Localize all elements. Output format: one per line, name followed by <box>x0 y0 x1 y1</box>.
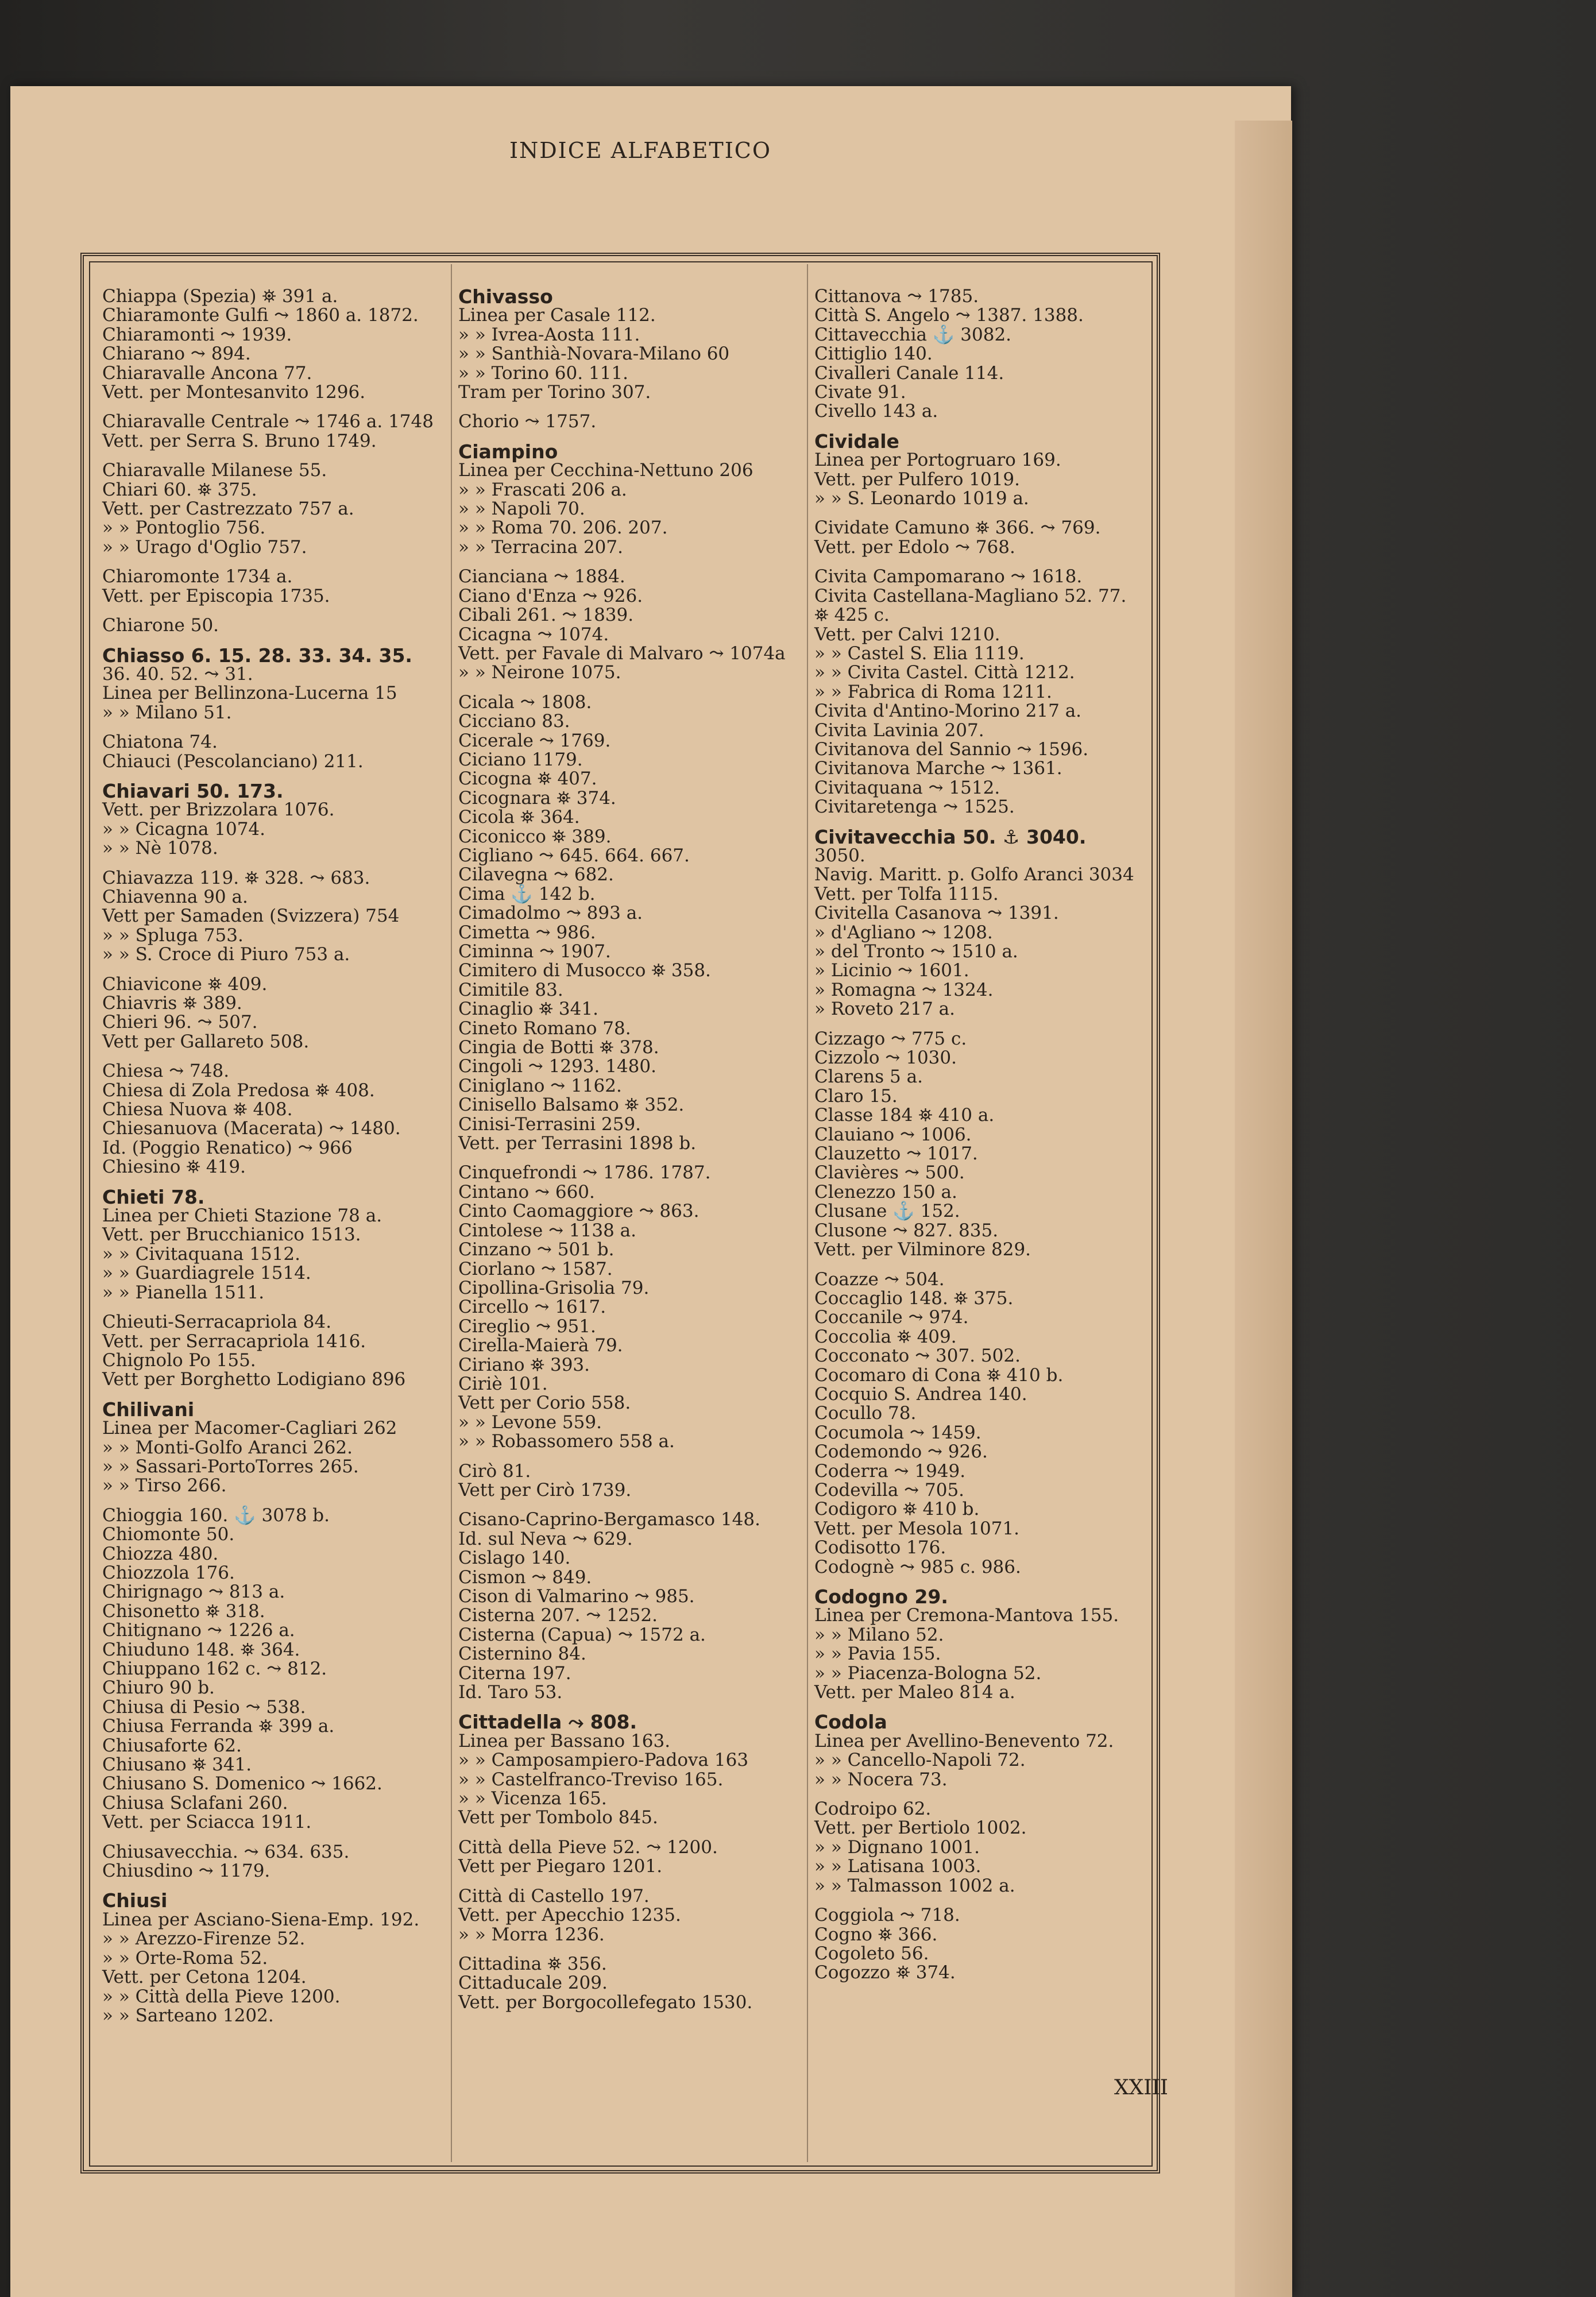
index-entry: » » Neirone 1075. <box>458 662 621 683</box>
index-entry: Cisternino 84. <box>458 1644 586 1665</box>
index-entry: Codola <box>814 1711 887 1734</box>
index-entry: Coccanile ⤳ 974. <box>814 1307 969 1328</box>
index-entry: Cinisi-Terrasini 259. <box>458 1113 642 1135</box>
index-entry: » » Monti-Golfo Aranci 262. <box>102 1437 353 1458</box>
index-entry: Città della Pieve 52. ⤳ 1200. <box>458 1836 718 1858</box>
index-entry: » Romagna ⤳ 1324. <box>814 979 994 1000</box>
index-entry: Chiavazza 119. ⛯ 328. ⤳ 683. <box>102 867 370 888</box>
index-entry: Cibali 261. ⤳ 1839. <box>458 605 634 626</box>
index-entry: Cirò 81. <box>458 1460 531 1482</box>
index-entry: Chiomonte 50. <box>102 1524 235 1545</box>
index-entry: Vett. per Favale di Malvaro ⤳ 1074a <box>458 643 786 664</box>
index-entry: » » Civita Castel. Città 1212. <box>814 662 1075 683</box>
index-entry: Civita Castellana-Magliano 52. 77. <box>814 585 1127 606</box>
index-entry: Vett. per Vilminore 829. <box>814 1239 1031 1260</box>
index-entry: Codemondo ⤳ 926. <box>814 1441 988 1463</box>
index-entry: Chiatona 74. <box>102 732 218 753</box>
index-entry: » » Morra 1236. <box>458 1924 605 1945</box>
index-entry: Cipollina-Grisolia 79. <box>458 1277 650 1298</box>
index-entry: » d'Agliano ⤳ 1208. <box>814 922 993 943</box>
index-entry: Chiusa Sclafani 260. <box>102 1792 288 1813</box>
index-entry: » » S. Croce di Piuro 753 a. <box>102 944 350 965</box>
index-entry: Ciorlano ⤳ 1587. <box>458 1258 613 1279</box>
index-entry: Vett. per Maleo 814 a. <box>814 1682 1015 1703</box>
index-entry: Ciano d'Enza ⤳ 926. <box>458 585 643 606</box>
index-entry: Chiesino ⛯ 419. <box>102 1157 246 1178</box>
index-entry: Civitanova del Sannio ⤳ 1596. <box>814 738 1089 760</box>
index-entry: Chiesanuova (Macerata) ⤳ 1480. <box>102 1118 401 1139</box>
index-entry: Cinzano ⤳ 501 b. <box>458 1239 615 1260</box>
index-entry: Linea per Chieti Stazione 78 a. <box>102 1205 382 1227</box>
index-entry: Chiaromonte 1734 a. <box>102 566 293 587</box>
index-entry: Chiesa ⤳ 748. <box>102 1061 230 1082</box>
index-entry: Chiusa Ferranda ⛯ 399 a. <box>102 1716 335 1737</box>
index-entry: Cinaglio ⛯ 341. <box>458 999 598 1020</box>
index-entry: Cocconato ⤳ 307. 502. <box>814 1345 1021 1367</box>
index-entry: Civitaquana ⤳ 1512. <box>814 777 1000 798</box>
index-entry: Cima ⚓ 142 b. <box>458 883 596 904</box>
index-entry: Coccolia ⛯ 409. <box>814 1326 957 1347</box>
index-entry: » del Tronto ⤳ 1510 a. <box>814 941 1018 962</box>
index-entry: » » Sarteano 1202. <box>102 2005 274 2026</box>
index-entry: » » Cancello-Napoli 72. <box>814 1750 1026 1771</box>
index-entry: Linea per Asciano-Siena-Emp. 192. <box>102 1909 420 1930</box>
index-entry: Cicerale ⤳ 1769. <box>458 730 611 751</box>
index-entry: Linea per Portogruaro 169. <box>814 450 1061 471</box>
index-entry: Cimitero di Musocco ⛯ 358. <box>458 960 711 981</box>
index-entry: Cittiglio 140. <box>814 343 933 365</box>
index-entry: Citerna 197. <box>458 1662 571 1684</box>
index-entry: Cicola ⛯ 364. <box>458 807 580 828</box>
index-entry: Ciriè 101. <box>458 1373 548 1394</box>
index-entry: Ciciano 1179. <box>458 749 583 770</box>
index-entry: Vett. per Terrasini 1898 b. <box>458 1133 697 1154</box>
index-entry: Cinto Caomaggiore ⤳ 863. <box>458 1201 700 1222</box>
index-entry: Cicciano 83. <box>458 711 570 732</box>
index-entry: » » Torino 60. 111. <box>458 362 628 384</box>
index-entry: Linea per Casale 112. <box>458 305 656 326</box>
index-entry: » » Fabrica di Roma 1211. <box>814 681 1052 702</box>
index-entry: Chioggia 160. ⚓ 3078 b. <box>102 1505 330 1526</box>
index-column-3 <box>814 287 1153 1983</box>
index-entry: 3050. <box>814 845 865 866</box>
index-entry: » Licinio ⤳ 1601. <box>814 960 969 981</box>
index-entry: Vett. per Apecchio 1235. <box>458 1905 681 1926</box>
index-entry: Vett. per Edolo ⤳ 768. <box>814 536 1015 558</box>
index-entry: Chiusdino ⤳ 1179. <box>102 1861 270 1882</box>
index-entry: Cimetta ⤳ 986. <box>458 922 596 943</box>
index-entry: Cisterna (Capua) ⤳ 1572 a. <box>458 1624 706 1645</box>
index-entry: Cittanova ⤳ 1785. <box>814 286 979 307</box>
index-entry: » » Ivrea-Aosta 111. <box>458 324 640 345</box>
entry-gap <box>102 1832 447 1843</box>
column-divider <box>807 264 808 2162</box>
index-entry: Coderra ⤳ 1949. <box>814 1460 966 1482</box>
index-entry: Cittavecchia ⚓ 3082. <box>814 324 1012 345</box>
index-entry: Cicagna ⤳ 1074. <box>458 624 609 645</box>
index-entry: Chilivani <box>102 1398 195 1421</box>
index-entry: Vett per Corio 558. <box>458 1393 631 1414</box>
index-entry: » » Roma 70. 206. 207. <box>458 517 668 539</box>
index-entry: Clusone ⤳ 827. 835. <box>814 1220 999 1241</box>
index-entry: Città di Castello 197. <box>458 1885 650 1907</box>
index-entry: Cicala ⤳ 1808. <box>458 691 592 713</box>
index-entry: 36. 40. 52. ⤳ 31. <box>102 663 253 685</box>
index-entry: Chiaravalle Milanese 55. <box>102 460 327 481</box>
index-entry: Codigoro ⛯ 410 b. <box>814 1499 980 1520</box>
index-entry: » » Levone 559. <box>458 1412 602 1433</box>
index-entry: Chiavicone ⛯ 409. <box>102 973 268 995</box>
index-entry: Chiusano ⛯ 341. <box>102 1754 252 1776</box>
index-entry: Chiusavecchia. ⤳ 634. 635. <box>102 1841 350 1862</box>
index-entry: Vett. per Brizzolara 1076. <box>102 799 335 821</box>
index-entry: Vett. per Episcopia 1735. <box>102 585 330 606</box>
index-entry: » » Santhià-Novara-Milano 60 <box>458 343 730 365</box>
index-entry: » » Spluga 753. <box>102 925 244 946</box>
index-entry: Chivasso <box>458 285 553 308</box>
index-entry: » » Robassomero 558 a. <box>458 1431 675 1452</box>
index-entry: Tram per Torino 307. <box>458 382 651 403</box>
index-entry: Codisotto 176. <box>814 1537 946 1559</box>
index-entry: Cogno ⛯ 366. <box>814 1924 938 1945</box>
index-entry: Civitanova Marche ⤳ 1361. <box>814 758 1062 779</box>
index-entry: Cividale <box>814 430 899 453</box>
index-entry: Clenezzo 150 a. <box>814 1181 957 1202</box>
index-entry: Chieri 96. ⤳ 507. <box>102 1012 258 1033</box>
index-entry: Cittadella ⤳ 808. <box>458 1711 637 1734</box>
index-entry: Cogoleto 56. <box>814 1943 929 1964</box>
index-entry: Cineto Romano 78. <box>458 1018 631 1039</box>
index-entry: Civalleri Canale 114. <box>814 362 1004 384</box>
index-entry: Cintolese ⤳ 1138 a. <box>458 1220 636 1241</box>
index-entry: Chiusano S. Domenico ⤳ 1662. <box>102 1773 382 1795</box>
index-entry: » » Piacenza-Bologna 52. <box>814 1662 1042 1684</box>
index-entry: Civitavecchia 50. ⚓ 3040. <box>814 825 1087 848</box>
index-entry: Chiavris ⛯ 389. <box>102 993 242 1014</box>
index-entry: Chirignago ⤳ 813 a. <box>102 1581 285 1603</box>
index-entry: Chiaravalle Centrale ⤳ 1746 a. 1748 <box>102 411 434 432</box>
index-entry: Linea per Bassano 163. <box>458 1730 671 1751</box>
index-entry: » » Dignano 1001. <box>814 1836 980 1858</box>
page-edge <box>1235 121 1292 2297</box>
index-entry: Chisonetto ⛯ 318. <box>102 1600 265 1622</box>
index-entry: Coazze ⤳ 504. <box>814 1269 945 1290</box>
index-entry: » » Castelfranco-Treviso 165. <box>458 1769 724 1790</box>
index-entry: Cittaducale 209. <box>458 1973 608 1994</box>
entry-gap <box>102 859 447 869</box>
entry-gap <box>814 1260 1153 1270</box>
index-entry: Linea per Bellinzona-Lucerna 15 <box>102 683 397 704</box>
index-entry: Chiavenna 90 a. <box>102 886 248 907</box>
index-entry: Vett. per Sciacca 1911. <box>102 1812 312 1833</box>
index-entry: Codevilla ⤳ 705. <box>814 1479 965 1501</box>
index-entry: » » Milano 51. <box>102 702 232 723</box>
index-entry: Chieti 78. <box>102 1185 205 1208</box>
index-entry: Chiuduno 148. ⛯ 364. <box>102 1639 300 1660</box>
index-entry: Civita Lavinia 207. <box>814 720 984 741</box>
index-entry: Classe 184 ⛯ 410 a. <box>814 1105 995 1126</box>
index-entry: Vett. per Bertiolo 1002. <box>814 1818 1027 1839</box>
index-entry: Vett. per Castrezzato 757 a. <box>102 498 354 520</box>
index-entry: Cocquio S. Andrea 140. <box>814 1383 1027 1405</box>
index-entry: Chieuti-Serracapriola 84. <box>102 1312 332 1333</box>
index-entry: » » Città della Pieve 1200. <box>102 1986 341 2007</box>
index-entry: » » Napoli 70. <box>458 498 585 520</box>
index-entry: Cislago 140. <box>458 1548 571 1569</box>
index-entry: Cismon ⤳ 849. <box>458 1567 592 1588</box>
index-entry: Clusane ⚓ 152. <box>814 1201 960 1222</box>
page-number: XXIII <box>1114 2076 1168 2099</box>
index-entry: Linea per Macomer-Cagliari 262 <box>102 1418 397 1439</box>
entry-gap <box>814 1019 1153 1030</box>
index-entry: Chiarano ⤳ 894. <box>102 343 251 365</box>
index-entry: Cinisello Balsamo ⛯ 352. <box>458 1095 685 1116</box>
index-entry: Cizzolo ⤳ 1030. <box>814 1047 957 1069</box>
index-entry: Chiusa di Pesio ⤳ 538. <box>102 1696 306 1718</box>
index-entry: Chiavari 50. 173. <box>102 779 284 802</box>
index-entry: Codogno 29. <box>814 1586 948 1608</box>
index-entry: Cireglio ⤳ 951. <box>458 1316 596 1337</box>
index-column-2 <box>458 287 797 2012</box>
index-entry: Chiusi <box>102 1889 168 1912</box>
index-entry: Chiusaforte 62. <box>102 1735 242 1756</box>
index-entry: Vett per Borghetto Lodigiano 896 <box>102 1369 406 1390</box>
index-entry: Vett. per Montesanvito 1296. <box>102 382 366 403</box>
index-entry: Clarens 5 a. <box>814 1066 923 1088</box>
index-entry: Civita d'Antino-Morino 217 a. <box>814 701 1082 722</box>
index-entry: Cisano-Caprino-Bergamasco 148. <box>458 1509 760 1530</box>
index-entry: Ciminna ⤳ 1907. <box>458 941 611 962</box>
index-entry: Ciampino <box>458 440 558 463</box>
index-entry: Cisterna 207. ⤳ 1252. <box>458 1605 658 1626</box>
index-entry: Vett. per Borgocollefegato 1530. <box>458 1991 753 2013</box>
index-entry: Cicognara ⛯ 374. <box>458 787 616 809</box>
index-entry: Cocullo 78. <box>814 1403 917 1424</box>
index-entry: Chiappa (Spezia) ⛯ 391 a. <box>102 286 338 307</box>
index-entry: Codroipo 62. <box>814 1799 932 1820</box>
index-entry: » » Camposampiero-Padova 163 <box>458 1750 749 1771</box>
index-entry: » » S. Leonardo 1019 a. <box>814 488 1029 509</box>
index-entry: Cocomaro di Cona ⛯ 410 b. <box>814 1364 1064 1386</box>
index-entry: Chorio ⤳ 1757. <box>458 411 597 432</box>
index-entry: » » Tirso 266. <box>102 1475 227 1496</box>
index-entry: Cividate Camuno ⛯ 366. ⤳ 769. <box>814 517 1101 539</box>
index-entry: » » Civitaquana 1512. <box>102 1243 300 1264</box>
index-entry: » » Milano 52. <box>814 1624 944 1645</box>
index-entry: » » Arezzo-Firenze 52. <box>102 1928 306 1950</box>
index-entry: Civitaretenga ⤳ 1525. <box>814 796 1015 818</box>
entry-gap <box>458 1877 797 1887</box>
index-entry: Chiaramonte Gulfi ⤳ 1860 a. 1872. <box>102 305 419 326</box>
index-entry: Ciniglano ⤳ 1162. <box>458 1075 622 1096</box>
index-entry: Clavières ⤳ 500. <box>814 1162 965 1184</box>
index-entry: Clauiano ⤳ 1006. <box>814 1124 972 1145</box>
index-entry: » » Cicagna 1074. <box>102 818 266 840</box>
index-entry: » » Pianella 1511. <box>102 1282 265 1303</box>
page-header: INDICE ALFABETICO <box>509 138 772 163</box>
index-entry: Vett. per Serracapriola 1416. <box>102 1331 366 1352</box>
index-entry: Cison di Valmarino ⤳ 985. <box>458 1586 695 1607</box>
index-entry: » » Urago d'Oglio 757. <box>102 536 307 558</box>
index-entry: Cigliano ⤳ 645. 664. 667. <box>458 845 690 866</box>
index-entry: Vett. per Cetona 1204. <box>102 1967 307 1988</box>
index-entry: Cinquefrondi ⤳ 1786. 1787. <box>458 1162 711 1184</box>
index-entry: » » Terracina 207. <box>458 536 623 558</box>
index-entry: » » Nocera 73. <box>814 1769 948 1790</box>
index-entry: Linea per Cremona-Mantova 155. <box>814 1605 1119 1626</box>
entry-gap <box>102 965 447 975</box>
index-entry: Chiozza 480. <box>102 1543 219 1564</box>
index-entry: Vett. per Calvi 1210. <box>814 624 1000 645</box>
index-entry: » » Castel S. Elia 1119. <box>814 643 1025 664</box>
index-entry: Cizzago ⤳ 775 c. <box>814 1028 967 1049</box>
index-entry: » » Vicenza 165. <box>458 1788 607 1809</box>
index-entry: Vett per Gallareto 508. <box>102 1031 310 1052</box>
index-entry: Cianciana ⤳ 1884. <box>458 566 625 587</box>
index-entry: Navig. Maritt. p. Golfo Aranci 3034 <box>814 864 1134 885</box>
index-entry: » » Nè 1078. <box>102 838 218 859</box>
index-entry: Linea per Cecchina-Nettuno 206 <box>458 460 753 481</box>
index-entry: » » Pavia 155. <box>814 1644 941 1665</box>
index-entry: Id. Taro 53. <box>458 1682 563 1703</box>
index-entry: Circello ⤳ 1617. <box>458 1297 606 1318</box>
index-entry: Cingoli ⤳ 1293. 1480. <box>458 1056 656 1077</box>
entry-gap <box>458 1452 797 1462</box>
index-entry: Clauzetto ⤳ 1017. <box>814 1143 978 1165</box>
index-entry: » » Guardiagrele 1514. <box>102 1263 311 1284</box>
index-entry: » » Pontoglio 756. <box>102 517 266 539</box>
index-entry: Coccaglio 148. ⛯ 375. <box>814 1287 1014 1309</box>
index-entry: Ciriano ⛯ 393. <box>458 1354 590 1375</box>
index-entry: Coggiola ⤳ 718. <box>814 1905 960 1926</box>
index-entry: Ciconicco ⛯ 389. <box>458 826 612 847</box>
index-entry: Chignolo Po 155. <box>102 1349 256 1371</box>
index-entry: Chiauci (Pescolanciano) 211. <box>102 751 364 772</box>
index-entry: Chiesa Nuova ⛯ 408. <box>102 1099 293 1120</box>
index-entry: Cintano ⤳ 660. <box>458 1181 595 1202</box>
index-entry: Cocumola ⤳ 1459. <box>814 1422 981 1443</box>
index-entry: Vett per Samaden (Svizzera) 754 <box>102 906 400 927</box>
index-entry: Chiasso 6. 15. 28. 33. 34. 35. <box>102 644 412 667</box>
index-entry: Codognè ⤳ 985 c. 986. <box>814 1556 1021 1577</box>
index-entry: Vett per Piegaro 1201. <box>458 1856 663 1877</box>
index-entry: ⛯ 425 c. <box>814 605 890 626</box>
index-entry: Chiari 60. ⛯ 375. <box>102 479 257 500</box>
index-entry: Cingia de Botti ⛯ 378. <box>458 1037 659 1058</box>
index-entry: Id. (Poggio Renatico) ⤳ 966 <box>102 1137 353 1158</box>
index-entry: Linea per Avellino-Benevento 72. <box>814 1730 1114 1751</box>
index-entry: Vett. per Serra S. Bruno 1749. <box>102 430 377 451</box>
index-entry: Cicogna ⛯ 407. <box>458 768 597 790</box>
index-entry: Chiarone 50. <box>102 615 219 636</box>
index-entry: Vett. per Pulfero 1019. <box>814 469 1021 490</box>
index-entry: Civate 91. <box>814 382 906 403</box>
index-entry: Civita Campomarano ⤳ 1618. <box>814 566 1083 587</box>
index-entry: Vett. per Mesola 1071. <box>814 1518 1020 1539</box>
index-entry: » » Sassari-PortoTorres 265. <box>102 1456 359 1477</box>
index-entry: Cilavegna ⤳ 682. <box>458 864 614 885</box>
index-entry: Cittadina ⛯ 356. <box>458 1953 607 1974</box>
index-entry: Chiaramonti ⤳ 1939. <box>102 324 292 345</box>
index-entry: Vett per Cirò 1739. <box>458 1479 632 1501</box>
index-entry: Cogozzo ⛯ 374. <box>814 1962 956 1983</box>
index-entry: Id. sul Neva ⤳ 629. <box>458 1528 633 1549</box>
index-entry: Cimadolmo ⤳ 893 a. <box>458 903 643 924</box>
index-entry: » Roveto 217 a. <box>814 999 956 1020</box>
index-entry: Chitignano ⤳ 1226 a. <box>102 1620 295 1641</box>
index-entry: Civello 143 a. <box>814 401 938 422</box>
index-entry: Chiozzola 176. <box>102 1562 235 1583</box>
index-entry: Città S. Angelo ⤳ 1387. 1388. <box>814 305 1084 326</box>
index-entry: Chiesa di Zola Predosa ⛯ 408. <box>102 1080 375 1101</box>
column-divider <box>451 264 452 2162</box>
index-column-1 <box>102 287 447 2025</box>
index-entry: » » Frascati 206 a. <box>458 479 627 500</box>
index-entry: Chiuppano 162 c. ⤳ 812. <box>102 1658 327 1679</box>
index-entry: Cimitile 83. <box>458 979 563 1000</box>
index-entry: Claro 15. <box>814 1085 898 1107</box>
index-entry: Vett. per Brucchianico 1513. <box>102 1224 361 1246</box>
index-entry: Chiuro 90 b. <box>102 1677 215 1699</box>
index-entry: Vett per Tombolo 845. <box>458 1807 658 1828</box>
index-entry: » » Talmasson 1002 a. <box>814 1875 1015 1896</box>
index-entry: Vett. per Tolfa 1115. <box>814 883 999 904</box>
index-entry: » » Orte-Roma 52. <box>102 1947 268 1969</box>
index-entry: Cirella-Maierà 79. <box>458 1335 623 1356</box>
index-entry: » » Latisana 1003. <box>814 1856 981 1877</box>
index-entry: Civitella Casanova ⤳ 1391. <box>814 903 1059 924</box>
index-entry: Chiaravalle Ancona 77. <box>102 362 312 384</box>
